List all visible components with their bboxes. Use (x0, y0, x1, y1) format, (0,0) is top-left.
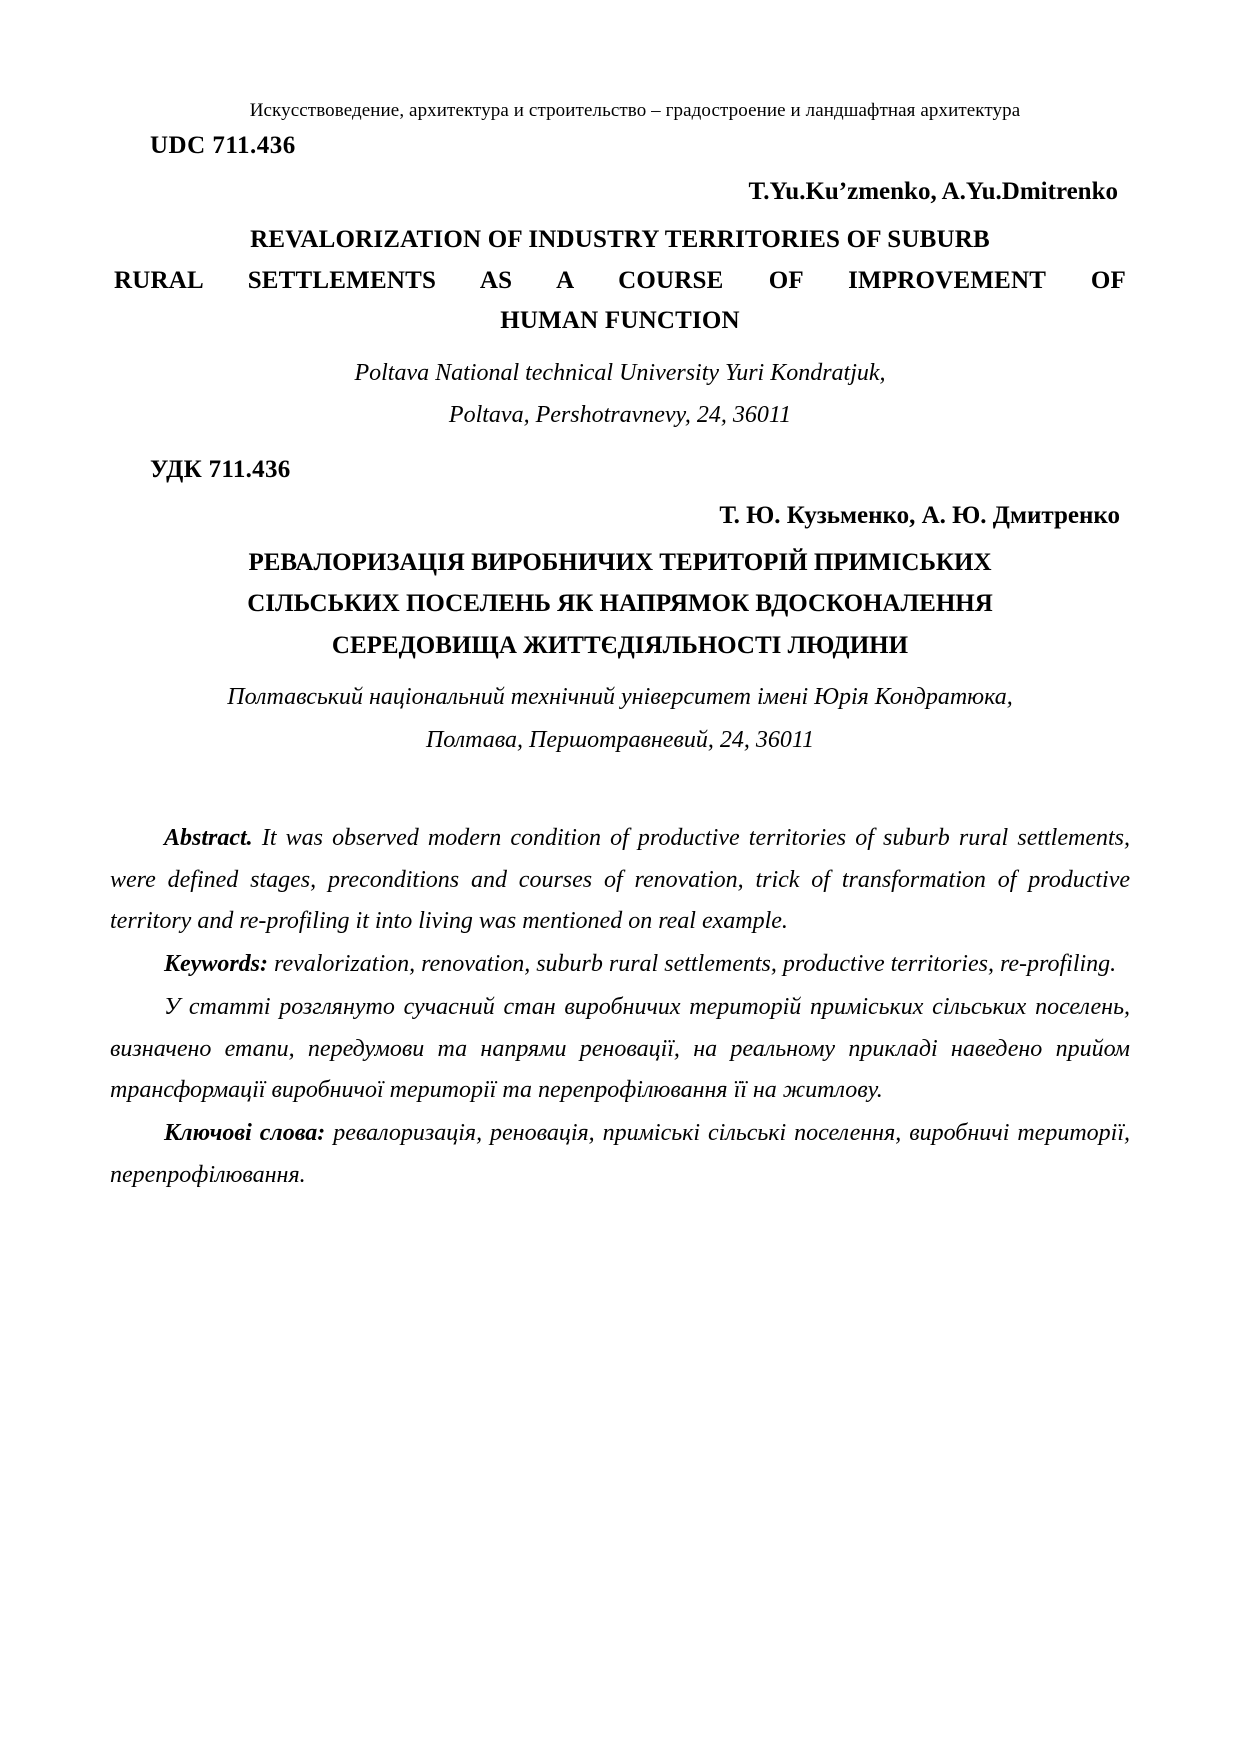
keywords-en (110, 944, 1130, 985)
article-title-ua (110, 542, 1130, 667)
affiliation-ua-line-1: Полтавський національний технічний університет імені Юрія Кондратюка, (227, 684, 1013, 710)
title-line-1: REVALORIZATION OF INDUSTRY TERRITORIES OF SUBURB (250, 226, 990, 253)
affiliation-ua (110, 676, 1130, 762)
keywords-ua (110, 1113, 1130, 1196)
title-ua-line-3: СЕРЕДОВИЩА ЖИТТЄДІЯЛЬНОСТІ ЛЮДИНИ (331, 631, 909, 659)
title-line-2: RURAL SETTLEMENTS AS A COURSE OF IMPROVEMENT OF (114, 266, 1126, 294)
article-title-en (110, 220, 1130, 342)
affiliation-line-1: Poltava National technical University Yuri Kondratjuk, (354, 359, 886, 386)
affiliation-en (110, 352, 1130, 436)
affiliation-line-2: Poltava, Pershotravnevy, 24, 36011 (448, 401, 792, 428)
abstract-ua-text: У статті розглянуто сучасний стан виробничих територій приміських сільських поселень, визначено етапи, передумови та напрями реновації, на реальному прикладі наведено прийом трансформації виробничої території та перепрофілювання її на житлову. (110, 994, 1130, 1103)
abstract-en (110, 818, 1130, 942)
title-line-3: HUMAN FUNCTION (500, 307, 740, 334)
running-head: Искусствоведение, архитектура и строительство – градостроение и ландшафтная архитектура (249, 100, 1021, 121)
keywords-ua-text: ревалоризація, реновація, приміські сільські поселення, виробничі території, перепрофілювання. (110, 1120, 1130, 1188)
udc-code-ua: УДК 711.436 (150, 455, 291, 483)
keywords-en-label: Keywords: (164, 951, 268, 978)
abstract-section (110, 818, 1130, 1195)
affiliation-ua-line-2: Полтава, Першотравневий, 24, 36011 (425, 727, 815, 754)
keywords-en-text: revalorization, renovation, suburb rural settlements, productive territories, re-profiling. (268, 951, 1117, 978)
title-ua-line-1: РЕВАЛОРИЗАЦІЯ ВИРОБНИЧИХ ТЕРИТОРІЙ ПРИМІСЬКИХ (248, 548, 992, 576)
udc-code-en: UDC 711.436 (150, 132, 296, 159)
authors-en: T.Yu.Ku’zmenko, A.Yu.Dmitrenko (748, 178, 1118, 205)
keywords-ua-label: Ключові слова: (164, 1120, 326, 1147)
abstract-en-text: It was observed modern condition of productive territories of suburb rural settlements, were defined stages, preconditions and courses of renovation, trick of transformation of productive territory and re-profiling it into living was mentioned on real example. (110, 825, 1130, 934)
abstract-ua (110, 987, 1130, 1111)
authors-ua: Т. Ю. Кузьменко, А. Ю. Дмитренко (719, 501, 1120, 529)
abstract-en-label: Abstract. (164, 825, 253, 852)
title-ua-line-2: СІЛЬСЬКИХ ПОСЕЛЕНЬ ЯК НАПРЯМОК ВДОСКОНАЛЕННЯ (247, 590, 993, 617)
